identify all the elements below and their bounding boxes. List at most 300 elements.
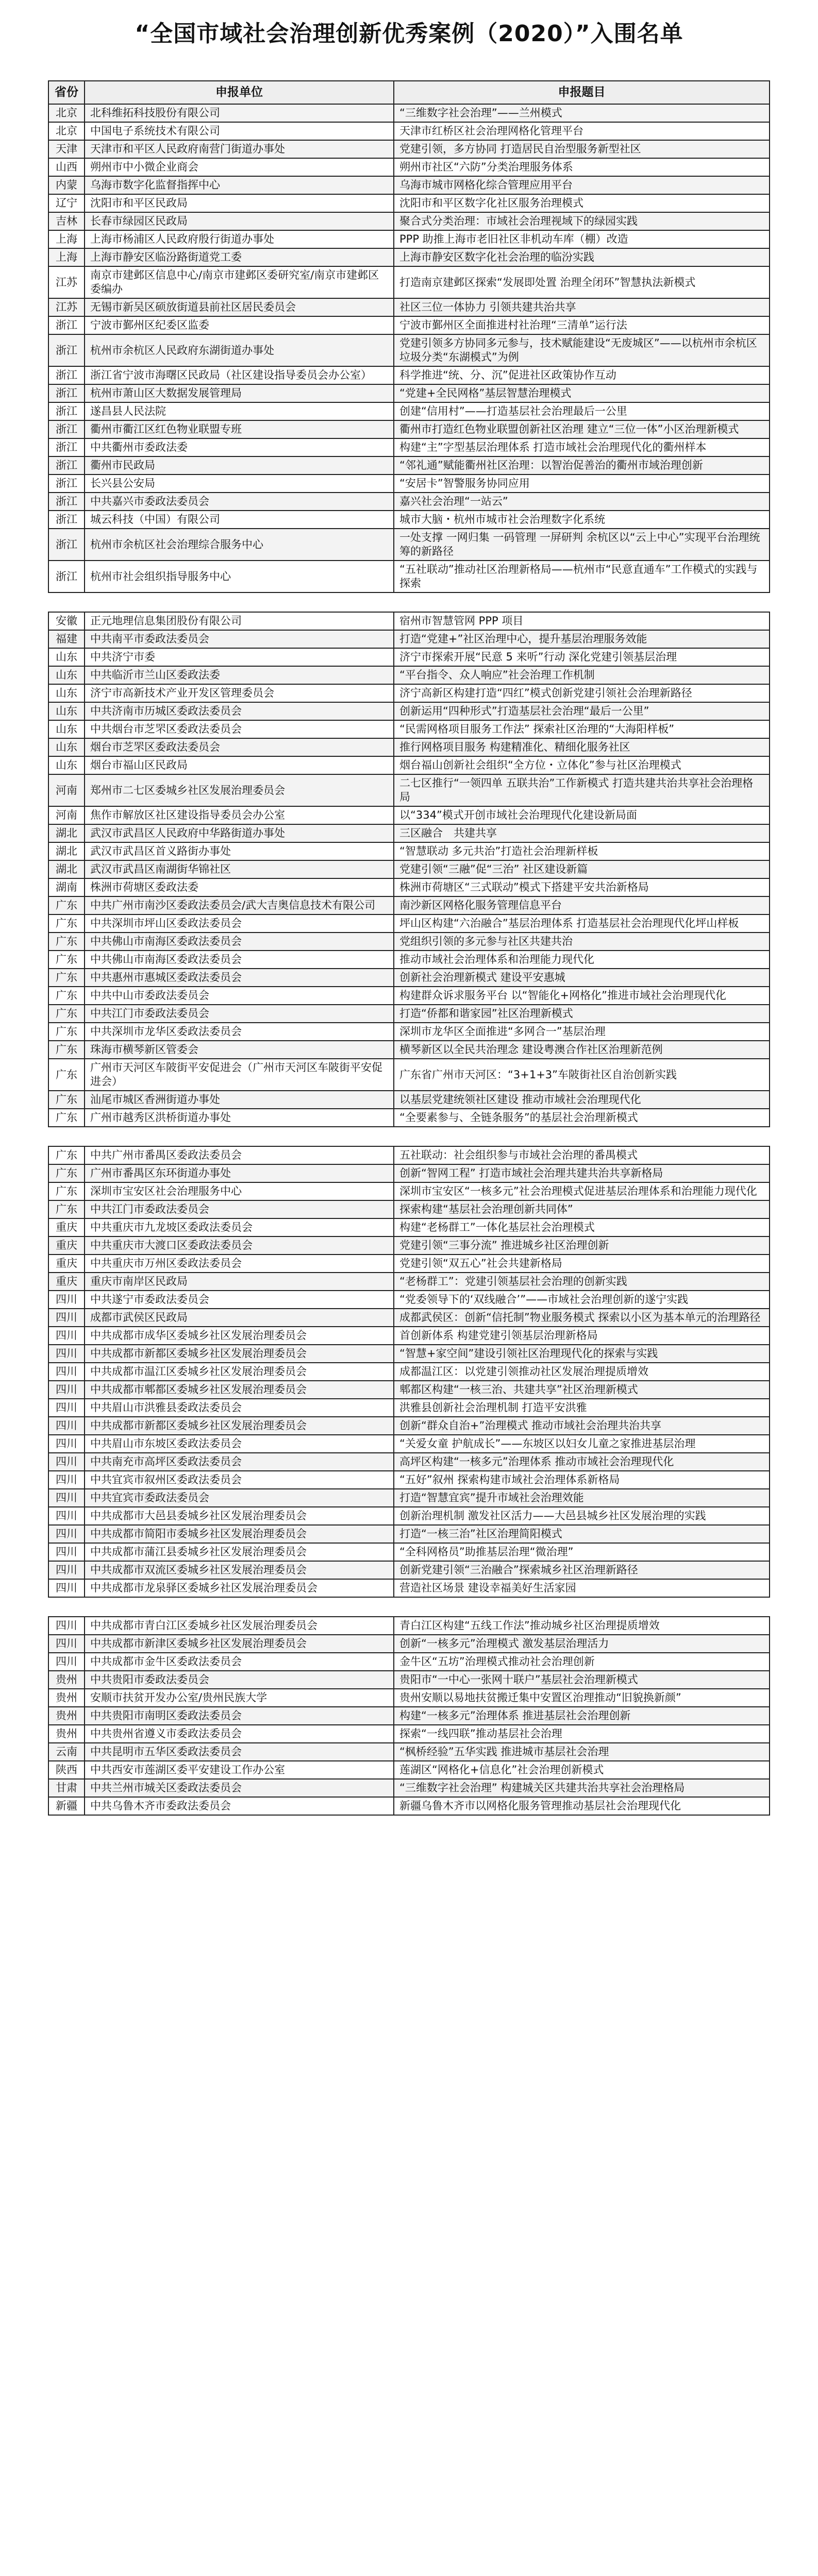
cell-province: 安徽 [49, 613, 85, 630]
cell-province: 上海 [49, 231, 85, 248]
cell-topic: 社区三位一体协力 引领共建共治共享 [394, 299, 770, 316]
cell-province: 浙江 [49, 439, 85, 456]
cell-province: 内蒙 [49, 177, 85, 194]
table-row [49, 1417, 770, 1435]
cell-unit: 中共临沂市兰山区委政法委 [85, 667, 394, 684]
cell-province: 山东 [49, 667, 85, 684]
cell-topic: 创新社会治理新模式 建设平安惠城 [394, 969, 770, 986]
cell-unit: 中共重庆市大渡口区委政法委员会 [85, 1237, 394, 1254]
cell-topic: “邻礼通”赋能衢州社区治理：以智治促善治的衢州市域治理创新 [394, 457, 770, 474]
cell-topic: 上海市静安区数字化社会治理的临汾实践 [394, 249, 770, 266]
cell-unit: 中共遂宁市委政法委员会 [85, 1291, 394, 1308]
table-row [49, 879, 770, 897]
cell-topic: “智慧+家空间”建设引领社区治理现代化的探索与实践 [394, 1345, 770, 1362]
table-row [49, 335, 770, 367]
cell-topic: 创新“智网工程” 打造市域社会治理共建共治共享新格局 [394, 1165, 770, 1182]
cell-province: 上海 [49, 249, 85, 266]
table-row [49, 739, 770, 757]
table-row [49, 1327, 770, 1345]
table-row [49, 685, 770, 703]
cell-topic: “党建+全民网格”基层智慧治理模式 [394, 385, 770, 402]
table-row [49, 1363, 770, 1381]
table-row [49, 1381, 770, 1399]
table-row [49, 1489, 770, 1507]
cell-province: 广东 [49, 1091, 85, 1108]
tables-container [48, 80, 770, 1816]
table-header-row [49, 81, 770, 105]
cell-province: 湖南 [49, 879, 85, 896]
cell-topic: 创新“群众自治+”治理模式 推动市域社会治理共治共享 [394, 1417, 770, 1434]
cell-unit: 中共中山市委政法委员会 [85, 987, 394, 1004]
cell-province: 广东 [49, 987, 85, 1004]
cell-unit: 长兴县公安局 [85, 475, 394, 492]
cell-unit: 朔州市中小微企业商会 [85, 159, 394, 176]
cell-province: 广东 [49, 1183, 85, 1200]
cell-topic: 创新党建引领“三治融合”探索城乡社区治理新路径 [394, 1562, 770, 1579]
cell-topic: 打造“一核三治”社区治理简阳模式 [394, 1526, 770, 1543]
cell-topic: 创建“信用村”——打造基层社会治理最后一公里 [394, 403, 770, 420]
cell-topic: 以基层党建统领社区建设 推动市域社会治理现代化 [394, 1091, 770, 1108]
cell-province: 浙江 [49, 493, 85, 510]
cell-topic: 打造南京建邺区探索“发展即处置 治理全闭环”智慧执法新模式 [394, 267, 770, 298]
table-row [49, 807, 770, 825]
cell-province: 云南 [49, 1743, 85, 1760]
cell-unit: 杭州市萧山区大数据发展管理局 [85, 385, 394, 402]
cell-unit: 中共成都市简阳市委城乡社区发展治理委员会 [85, 1526, 394, 1543]
cell-topic: “三维数字社会治理”——兰州模式 [394, 105, 770, 122]
cell-unit: 中共昆明市五华区委政法委员会 [85, 1743, 394, 1760]
cell-province: 四川 [49, 1381, 85, 1398]
table-row [49, 1183, 770, 1201]
cell-province: 吉林 [49, 213, 85, 230]
table-row [49, 1005, 770, 1023]
cell-topic: 成都温江区：以党建引领推动社区发展治理提质增效 [394, 1363, 770, 1380]
table-row [49, 1291, 770, 1309]
cell-unit: 中共成都市蒲江县委城乡社区发展治理委员会 [85, 1544, 394, 1561]
cell-topic: 新疆乌鲁木齐市以网格化服务管理推动基层社会治理现代化 [394, 1798, 770, 1815]
table-row [49, 721, 770, 739]
cell-unit: 中共乌鲁木齐市委政法委员会 [85, 1798, 394, 1815]
cell-topic: 沈阳市和平区数字化社区服务治理模式 [394, 195, 770, 212]
table-row [49, 1689, 770, 1707]
cell-province: 重庆 [49, 1237, 85, 1254]
table-row [49, 861, 770, 879]
cell-topic: “智慧联动 多元共治”打造社会治理新样板 [394, 843, 770, 860]
cell-topic: 党建引领，多方协同 打造居民自治型服务新型社区 [394, 141, 770, 158]
cell-unit: 中共成都市成华区委城乡社区发展治理委员会 [85, 1327, 394, 1344]
cell-province: 陕西 [49, 1761, 85, 1778]
cell-topic: 济宁市探索开展“民意 5 来听”行动 深化党建引领基层治理 [394, 649, 770, 666]
cell-unit: 衢州市衢江区红色物业联盟专班 [85, 421, 394, 438]
cell-province: 山东 [49, 685, 85, 702]
cell-unit: 中共成都市新都区委城乡社区发展治理委员会 [85, 1417, 394, 1434]
cell-unit: 中国电子系统技术有限公司 [85, 123, 394, 140]
cell-province: 江苏 [49, 299, 85, 316]
cell-province: 浙江 [49, 367, 85, 384]
table-row [49, 1255, 770, 1273]
header-topic: 申报题目 [394, 81, 770, 104]
table-row [49, 1544, 770, 1562]
cell-province: 四川 [49, 1399, 85, 1416]
cell-topic: “五好”叙州 探索构建市域社会治理体系新格局 [394, 1471, 770, 1488]
cell-province: 河南 [49, 775, 85, 806]
table-row [49, 757, 770, 775]
cell-topic: “安居卡”智警服务协同应用 [394, 475, 770, 492]
cell-unit: 中共成都市金牛区委政法委员会 [85, 1653, 394, 1670]
cell-topic: 二七区推行“一领四单 五联共治”工作新模式 打造共建共治共享社会治理格局 [394, 775, 770, 806]
list-table [48, 612, 770, 1127]
cell-topic: 打造“党建+”社区治理中心，提升基层治理服务效能 [394, 631, 770, 648]
table-row [49, 1471, 770, 1489]
table-row [49, 177, 770, 195]
table-row [49, 987, 770, 1005]
cell-topic: 深圳市宝安区“一核多元”社会治理模式促进基层治理体系和治理能力现代化 [394, 1183, 770, 1200]
cell-province: 广东 [49, 1023, 85, 1040]
cell-topic: 郫都区构建“一核三治、共建共享”社区治理新模式 [394, 1381, 770, 1398]
cell-unit: 中共宜宾市委政法委员会 [85, 1489, 394, 1506]
cell-province: 广东 [49, 951, 85, 968]
cell-unit: 广州市番禺区东环街道办事处 [85, 1165, 394, 1182]
cell-topic: 党组织引领的多元参与社区共建共治 [394, 933, 770, 950]
cell-unit: 中共成都市新都区委城乡社区发展治理委员会 [85, 1345, 394, 1362]
table-row [49, 1507, 770, 1526]
cell-unit: 武汉市武昌区人民政府中华路街道办事处 [85, 825, 394, 842]
cell-province: 广东 [49, 897, 85, 914]
cell-province: 四川 [49, 1507, 85, 1524]
cell-unit: 重庆市南岸区民政局 [85, 1273, 394, 1290]
cell-unit: 上海市静安区临汾路街道党工委 [85, 249, 394, 266]
cell-topic: 五社联动：社会组织参与市域社会治理的番禺模式 [394, 1147, 770, 1164]
table-row [49, 1059, 770, 1091]
table-row [49, 1201, 770, 1219]
cell-unit: 广州市越秀区洪桥街道办事处 [85, 1109, 394, 1126]
cell-unit: 中共西安市莲湖区委平安建设工作办公室 [85, 1761, 394, 1778]
cell-topic: 以“334”模式开创市域社会治理现代化建设新局面 [394, 807, 770, 824]
cell-topic: 打造“侨都和谐家园”社区治理新模式 [394, 1005, 770, 1022]
cell-unit: 杭州市余杭区社会治理综合服务中心 [85, 529, 394, 560]
cell-unit: 中共衢州市委政法委 [85, 439, 394, 456]
cell-topic: 构建“老杨群工”一体化基层社会治理模式 [394, 1219, 770, 1236]
cell-province: 广东 [49, 1165, 85, 1182]
cell-topic: 济宁高新区构建打造“四红”模式创新党建引领社会治理新路径 [394, 685, 770, 702]
cell-province: 江苏 [49, 267, 85, 298]
cell-topic: “民需网格项目服务工作法” 探索社区治理的“大海阳样板” [394, 721, 770, 738]
cell-topic: PPP 助推上海市老旧社区非机动车库（棚）改造 [394, 231, 770, 248]
table-row [49, 231, 770, 249]
cell-unit: 中共兰州市城关区委政法委员会 [85, 1780, 394, 1797]
cell-province: 四川 [49, 1453, 85, 1470]
cell-unit: 株洲市荷塘区委政法委 [85, 879, 394, 896]
cell-unit: 天津市和平区人民政府南营门街道办事处 [85, 141, 394, 158]
cell-unit: 中共成都市温江区委城乡社区发展治理委员会 [85, 1363, 394, 1380]
cell-topic: 洪雅县创新社会治理机制 打造平安洪雅 [394, 1399, 770, 1416]
cell-topic: “老杨群工”：党建引领基层社会治理的创新实践 [394, 1273, 770, 1290]
table-row [49, 1109, 770, 1127]
table-row [49, 1273, 770, 1291]
cell-province: 北京 [49, 105, 85, 122]
cell-province: 贵州 [49, 1689, 85, 1706]
cell-topic: 三区融合 共建共享 [394, 825, 770, 842]
cell-province: 四川 [49, 1327, 85, 1344]
cell-topic: 探索“一线四联”推动基层社会治理 [394, 1725, 770, 1742]
cell-unit: 中共眉山市洪雅县委政法委员会 [85, 1399, 394, 1416]
cell-unit: 深圳市宝安区社会治理服务中心 [85, 1183, 394, 1200]
cell-topic: “全要素参与、全链条服务”的基层社会治理新模式 [394, 1109, 770, 1126]
cell-topic: 党建引领“三融”促“三治” 社区建设新篇 [394, 861, 770, 878]
cell-topic: 党建引领“双五心”社会共建新格局 [394, 1255, 770, 1272]
cell-unit: 中共江门市委政法委员会 [85, 1201, 394, 1218]
cell-unit: 中共佛山市南海区委政法委员会 [85, 951, 394, 968]
cell-province: 四川 [49, 1635, 85, 1652]
cell-unit: 浙江省宁波市海曙区民政局（社区建设指导委员会办公室） [85, 367, 394, 384]
cell-province: 广东 [49, 1201, 85, 1218]
table-row [49, 775, 770, 807]
cell-unit: 沈阳市和平区民政局 [85, 195, 394, 212]
cell-unit: 中共贵阳市南明区委政法委员会 [85, 1707, 394, 1724]
table-row [49, 969, 770, 987]
cell-unit: 南京市建邺区信息中心/南京市建邺区委研究室/南京市建邺区委编办 [85, 267, 394, 298]
cell-province: 贵州 [49, 1671, 85, 1688]
table-row [49, 1309, 770, 1327]
table-row [49, 1562, 770, 1580]
cell-province: 广东 [49, 1059, 85, 1090]
cell-unit: 烟台市芝罘区委政法委员会 [85, 739, 394, 756]
cell-unit: 成都市武侯区民政局 [85, 1309, 394, 1326]
cell-unit: 城云科技（中国）有限公司 [85, 511, 394, 528]
table-row [49, 213, 770, 231]
cell-province: 浙江 [49, 421, 85, 438]
cell-unit: 中共济南市历城区委政法委员会 [85, 703, 394, 720]
cell-unit: 中共佛山市南海区委政法委员会 [85, 933, 394, 950]
table-row [49, 493, 770, 511]
table-row [49, 1526, 770, 1544]
table-row [49, 511, 770, 529]
cell-unit: 广州市天河区车陂街平安促进会（广州市天河区车陂街平安促进会） [85, 1059, 394, 1090]
cell-province: 新疆 [49, 1798, 85, 1815]
cell-unit: 郑州市二七区委城乡社区发展治理委员会 [85, 775, 394, 806]
cell-topic: 推行网格项目服务 构建精准化、精细化服务社区 [394, 739, 770, 756]
table-row [49, 105, 770, 123]
cell-province: 广东 [49, 915, 85, 932]
table-row [49, 299, 770, 317]
cell-province: 广东 [49, 1041, 85, 1058]
cell-province: 四川 [49, 1345, 85, 1362]
cell-topic: 坪山区构建“六治融合”基层治理体系 打造基层社会治理现代化坪山样板 [394, 915, 770, 932]
cell-topic: 推动市域社会治理体系和治理能力现代化 [394, 951, 770, 968]
header-province: 省份 [49, 81, 85, 104]
cell-province: 四川 [49, 1309, 85, 1326]
table-row [49, 141, 770, 159]
cell-unit: 武汉市武昌区首义路街办事处 [85, 843, 394, 860]
table-row [49, 825, 770, 843]
cell-province: 浙江 [49, 385, 85, 402]
table-row [49, 561, 770, 593]
cell-province: 山东 [49, 739, 85, 756]
cell-unit: 中共江门市委政法委员会 [85, 1005, 394, 1022]
cell-unit: 济宁市高新技术产业开发区管理委员会 [85, 685, 394, 702]
table-row [49, 123, 770, 141]
table-row [49, 1635, 770, 1653]
cell-topic: 构建“一核多元”治理体系 推进基层社会治理创新 [394, 1707, 770, 1724]
cell-topic: “全科网格员”助推基层治理“微治理” [394, 1544, 770, 1561]
cell-province: 四川 [49, 1526, 85, 1543]
cell-topic: 深圳市龙华区全面推进“多网合一”基层治理 [394, 1023, 770, 1040]
cell-unit: 正元地理信息集团股份有限公司 [85, 613, 394, 630]
table-row [49, 403, 770, 421]
table-row [49, 631, 770, 649]
cell-province: 四川 [49, 1544, 85, 1561]
table-row [49, 649, 770, 667]
cell-unit: 中共惠州市惠城区委政法委员会 [85, 969, 394, 986]
cell-unit: 北科维拓科技股份有限公司 [85, 105, 394, 122]
cell-province: 山东 [49, 649, 85, 666]
cell-topic: 营造社区场景 建设幸福美好生活家园 [394, 1580, 770, 1597]
table-row [49, 421, 770, 439]
table-row [49, 529, 770, 561]
cell-unit: 珠海市横琴新区管委会 [85, 1041, 394, 1058]
cell-unit: 中共成都市新津区委城乡社区发展治理委员会 [85, 1635, 394, 1652]
table-row [49, 1707, 770, 1725]
table-row [49, 1399, 770, 1417]
cell-topic: 朔州市社区“六防”分类治理服务体系 [394, 159, 770, 176]
table-row [49, 1671, 770, 1689]
cell-unit: 汕尾市城区香洲街道办事处 [85, 1091, 394, 1108]
cell-province: 福建 [49, 631, 85, 648]
cell-province: 广东 [49, 1005, 85, 1022]
cell-topic: 创新“一核多元”治理模式 激发基层治理活力 [394, 1635, 770, 1652]
cell-topic: 广东省广州市天河区：“3+1+3”车陂街社区自治创新实践 [394, 1059, 770, 1090]
cell-province: 浙江 [49, 335, 85, 366]
cell-unit: 遂昌县人民法院 [85, 403, 394, 420]
cell-province: 四川 [49, 1617, 85, 1634]
cell-topic: 衢州市打造红色物业联盟创新社区治理 建立“三位一体”小区治理新模式 [394, 421, 770, 438]
cell-unit: 烟台市福山区民政局 [85, 757, 394, 774]
table-row [49, 457, 770, 475]
cell-topic: 株洲市荷塘区“三式联动”模式下搭建平安共治新格局 [394, 879, 770, 896]
table-row [49, 159, 770, 177]
table-row [49, 1653, 770, 1671]
cell-topic: “平台指令、众人响应”社会治理工作机制 [394, 667, 770, 684]
table-row [49, 1091, 770, 1109]
cell-unit: 乌海市数字化监督指挥中心 [85, 177, 394, 194]
document-title: “全国市域社会治理创新优秀案例（2020）”入围名单 [135, 21, 683, 47]
list-table [48, 80, 770, 593]
cell-unit: 武汉市武昌区南湖街华锦社区 [85, 861, 394, 878]
cell-province: 河南 [49, 807, 85, 824]
table-row [49, 951, 770, 969]
table-row [49, 475, 770, 493]
table-row [49, 385, 770, 403]
cell-province: 重庆 [49, 1255, 85, 1272]
cell-province: 四川 [49, 1562, 85, 1579]
cell-province: 四川 [49, 1489, 85, 1506]
table-row [49, 1435, 770, 1453]
cell-province: 浙江 [49, 511, 85, 528]
cell-province: 山西 [49, 159, 85, 176]
cell-topic: 党建引领多方协同多元参与，技术赋能建设“无废城区”——以杭州市余杭区垃圾分类“东湖模式”为例 [394, 335, 770, 366]
cell-topic: 成都武侯区：创新“信托制”物业服务模式 探索以小区为基本单元的治理路径 [394, 1309, 770, 1326]
table-row [49, 1725, 770, 1743]
cell-unit: 焦作市解放区社区建设指导委员会办公室 [85, 807, 394, 824]
table-row [49, 703, 770, 721]
cell-topic: 金牛区“五坊”治理模式推动社会治理创新 [394, 1653, 770, 1670]
cell-unit: 中共烟台市芝罘区委政法委员会 [85, 721, 394, 738]
cell-province: 贵州 [49, 1725, 85, 1742]
cell-topic: 创新运用“四种形式”打造基层社会治理“最后一公里” [394, 703, 770, 720]
cell-province: 浙江 [49, 529, 85, 560]
cell-topic: 贵阳市“一中心一张网十联户”基层社会治理新模式 [394, 1671, 770, 1688]
table-row [49, 317, 770, 335]
table-row [49, 1345, 770, 1363]
table-row [49, 249, 770, 267]
cell-province: 四川 [49, 1417, 85, 1434]
table-row [49, 1798, 770, 1816]
table-row [49, 1041, 770, 1059]
cell-unit: 无锡市新吴区硕放街道县前社区居民委员会 [85, 299, 394, 316]
cell-topic: 南沙新区网格化服务管理信息平台 [394, 897, 770, 914]
table-row [49, 667, 770, 685]
cell-unit: 杭州市余杭区人民政府东湖街道办事处 [85, 335, 394, 366]
cell-unit: 中共深圳市坪山区委政法委员会 [85, 915, 394, 932]
cell-province: 湖北 [49, 825, 85, 842]
cell-unit: 中共济宁市委 [85, 649, 394, 666]
cell-topic: 首创新体系 构建党建引领基层治理新格局 [394, 1327, 770, 1344]
cell-unit: 上海市杨浦区人民政府殷行街道办事处 [85, 231, 394, 248]
cell-topic: 党建引领“三事分流” 推进城乡社区治理创新 [394, 1237, 770, 1254]
cell-province: 重庆 [49, 1273, 85, 1290]
cell-unit: 中共成都市龙泉驿区委城乡社区发展治理委员会 [85, 1580, 394, 1597]
cell-province: 辽宁 [49, 195, 85, 212]
cell-province: 甘肃 [49, 1780, 85, 1797]
cell-topic: 乌海市城市网格化综合管理应用平台 [394, 177, 770, 194]
cell-province: 浙江 [49, 403, 85, 420]
cell-province: 四川 [49, 1435, 85, 1452]
cell-topic: 构建“主”字型基层治理体系 打造市域社会治理现代化的衢州样本 [394, 439, 770, 456]
cell-topic: 烟台福山创新社会组织“全方位・立体化”参与社区治理模式 [394, 757, 770, 774]
cell-unit: 中共嘉兴市委政法委员会 [85, 493, 394, 510]
cell-unit: 中共深圳市龙华区委政法委员会 [85, 1023, 394, 1040]
cell-province: 四川 [49, 1653, 85, 1670]
cell-topic: 嘉兴社会治理“一站云” [394, 493, 770, 510]
cell-unit: 中共成都市青白江区委城乡社区发展治理委员会 [85, 1617, 394, 1634]
cell-unit: 衢州市民政局 [85, 457, 394, 474]
cell-province: 山东 [49, 703, 85, 720]
cell-province: 四川 [49, 1291, 85, 1308]
cell-unit: 长春市绿园区民政局 [85, 213, 394, 230]
cell-province: 山东 [49, 721, 85, 738]
cell-province: 贵州 [49, 1707, 85, 1724]
cell-topic: “三维数字社会治理” 构建城关区共建共治共享社会治理格局 [394, 1780, 770, 1797]
cell-topic: 横琴新区以全民共治理念 建设粤澳合作社区治理新范例 [394, 1041, 770, 1058]
cell-topic: 贵州安顺以易地扶贫搬迁集中安置区治理推动“旧貌换新颜” [394, 1689, 770, 1706]
cell-province: 浙江 [49, 475, 85, 492]
cell-topic: 莲湖区“网格化+信息化”社会治理创新模式 [394, 1761, 770, 1778]
cell-province: 广东 [49, 1109, 85, 1126]
cell-province: 广东 [49, 933, 85, 950]
cell-unit: 中共成都市大邑县委城乡社区发展治理委员会 [85, 1507, 394, 1524]
cell-unit: 中共宜宾市叙州区委政法委员会 [85, 1471, 394, 1488]
cell-province: 湖北 [49, 843, 85, 860]
table-row [49, 1237, 770, 1255]
cell-topic: “五社联动”推动社区治理新格局——杭州市“民意直通车”工作模式的实践与探索 [394, 561, 770, 592]
cell-topic: 宁波市鄞州区全面推进村社治理“三清单”运行法 [394, 317, 770, 334]
cell-topic: 高坪区构建“一核多元”治理体系 推动市域社会治理现代化 [394, 1453, 770, 1470]
cell-topic: 探索构建“基层社会治理创新共同体” [394, 1201, 770, 1218]
cell-province: 浙江 [49, 561, 85, 592]
cell-province: 广东 [49, 1147, 85, 1164]
cell-province: 重庆 [49, 1219, 85, 1236]
cell-topic: 一处支撑 一网归集 一码管理 一屏研判 余杭区以“云上中心”实现平台治理统筹的新路径 [394, 529, 770, 560]
